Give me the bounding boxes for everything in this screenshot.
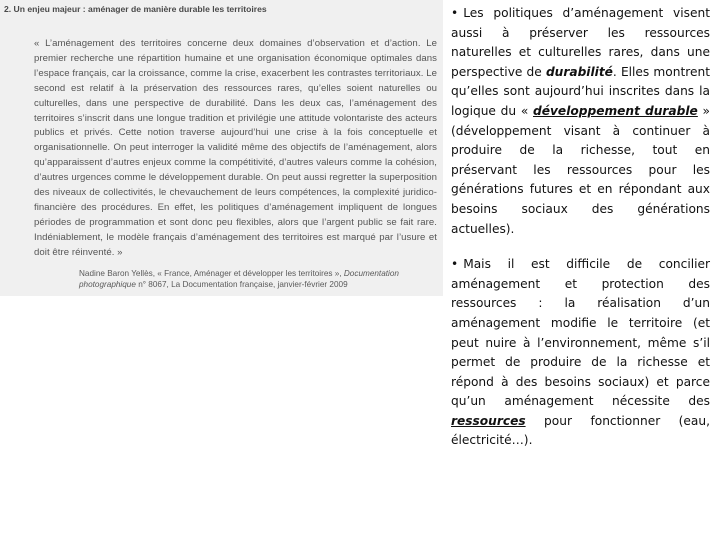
bullet-icon: • — [451, 6, 459, 20]
note-2-text-b: pour fonctionner (eau, électricité…). — [451, 413, 710, 448]
term-durabilite: durabilité — [545, 64, 613, 79]
document-heading: 2. Un enjeu majeur : aménager de manière durable les territoires — [4, 4, 267, 14]
document-quote: « L’aménagement des territoires concerne deux domaines d’observation et d’action. Le premier recherche une répartition humaine et une organisation économique optimales dans l’espace français, car la croissance, comme la crise, exacerbent les contrastes territoriaux. Le second est relatif à la préservation des ressources rares, qu’elles soient naturelles ou culturelles, dans une perspective de durabilité. Dans les deux cas, l’aménagement des territoires s’inscrit dans une longue tradition et privilégie une attitude volontariste des acteurs publics et privés. Cette notion traverse aujourd’hui une crise à la fois conceptuelle et organisationnelle. On peut interroger la validité même des objectifs de l’aménagement, alors qu’apparaissent d’autres enjeux comme la compétitivité, d’autres valeurs comme la cohésion, d’autres urgences comme le développement durable. On peut aussi regretter la superposition des niveaux de collectivités, le chevauchement de leurs compétences, la complexité juridico-financière des procédures. En effet, les politiques d’aménagement impliquent de longues périodes de programmation et sont donc peu flexibles, alors que l’argent public se fait rare. Indéniablement, le modèle français d’aménagement des territoires est marqué par l’usure et doit être réinventé. » — [34, 38, 437, 258]
note-paragraph-2 — [451, 255, 710, 451]
note-1-text-c: » (développement visant à continuer à produire de la richesse, tout en préservant les ressources pour les générations futures et en répondant aux besoins sociaux des générations actuelles). — [451, 103, 710, 236]
note-paragraph-1 — [451, 4, 710, 239]
source-author: Nadine Baron Yellès, « France, Aménager et développer les territoires », — [79, 269, 344, 278]
bullet-icon: • — [451, 257, 459, 272]
note-1-text-a: Les politiques d’aménagement visent aussi à préserver les ressources naturelles et culturelles rares, dans une perspective de — [451, 6, 710, 79]
notes-column — [451, 4, 710, 451]
term-ressources: ressources — [451, 413, 526, 428]
term-developpement-durable: développement durable — [533, 103, 698, 118]
source-details: n° 8067, La Documentation française, janvier-février 2009 — [135, 279, 348, 289]
source-publication: Documentation photographique — [79, 269, 399, 289]
document-source — [79, 269, 439, 290]
document-scan — [0, 0, 443, 296]
note-2-text-a: Mais il est difficile de concilier aménagement et protection des ressources : la réalisation d’un aménagement modifie le territoire (et peut nuire à l’environnement, même s’il permet de produire de la richesse et répond à des besoins sociaux) et parce qu’un aménagement nécessite des — [451, 257, 710, 409]
note-1-text-b: . Elles montrent qu’elles sont aujourd’hui inscrites dans la logique du « — [451, 64, 710, 118]
